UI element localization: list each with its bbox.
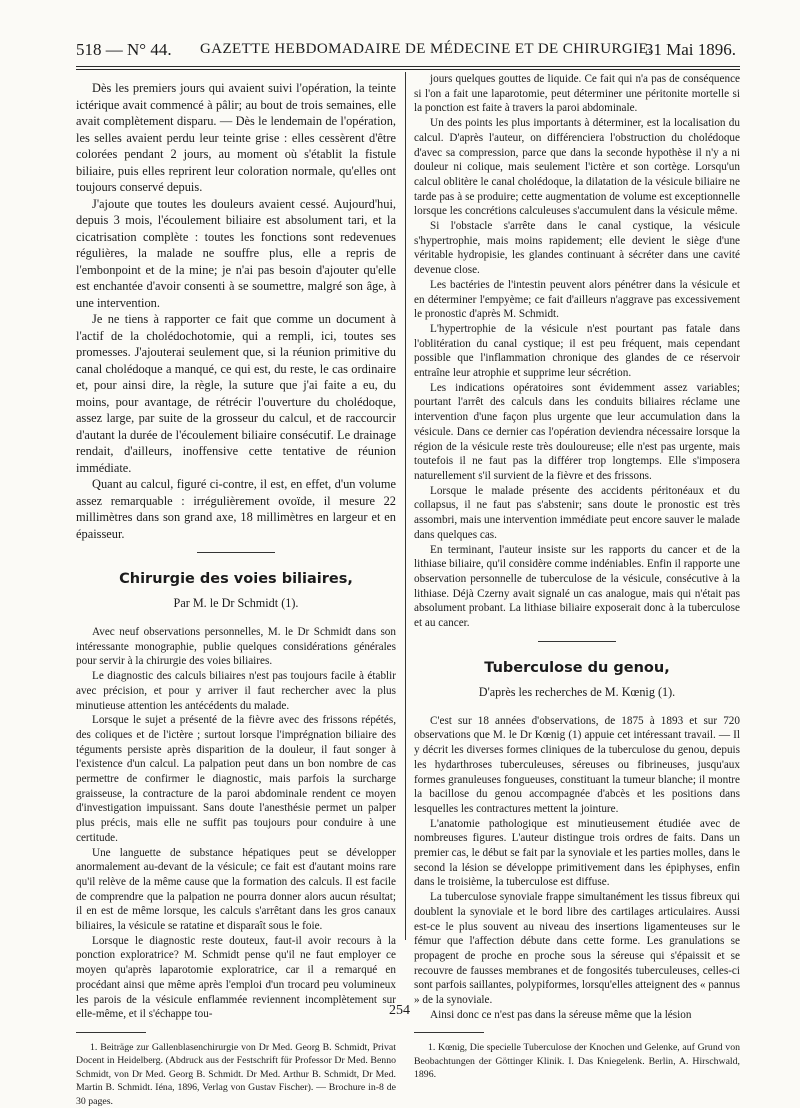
paragraph: Dès les premiers jours qui avaient suivi l'opération, la teinte ictérique avait commencé à pâlir; au bout de trois semaines, elle avait complètement disparu. — Dès le lendemain de l'opération, les selles avaient perdu leur teinte grise : elles cessèrent d'être colorées pendant 2 jours, au moment où s'établit la fistule biliaire, puis elles reprirent leur coloration normale, qu'elles ont toujours conservé depuis. <box>76 81 396 194</box>
column-divider <box>405 72 406 940</box>
paragraph: L'anatomie pathologique est minutieusement étudiée avec de nombreuses figures. L'auteur distingue trois ordres de faits. Dans un premier cas, le début se fait par la synoviale et les parties molles, dans le second la lésion se développe primitivement dans les épiphyses, enfin dans le troisième, la tuberculose est diffuse. <box>414 817 740 889</box>
paragraph: C'est sur 18 années d'observations, de 1875 à 1893 et sur 720 observations que M. le Dr Kœnig (1) appuie cet intéressant travail. — Il y décrit les diverses formes cliniques de la tuberculose du genou, depuis les hydarthroses tuberculeuses, séreuses ou fibrineuses, jusqu'aux formes granuleuses fongueuses, constituant la tumeur blanche; il montre la bacillose du genou accompagnée d'abcès et les positions dans lesquelles les contractures mettent la jointure. <box>414 714 740 815</box>
paragraph: La tuberculose synoviale frappe simultanément les tissus fibreux qui doublent la synoviale et le bord libre des cartilages articulaires. Aussi est-ce le plus souvent au niveau des insertions ligamenteuses sur le fémur que l'affection débute dans cette forme. Les granulations se propagent de proche en proche sous la séreuse qui s'épaissit et se recouvre de fausses membranes et de fongosités tuberculeuses, celles-ci sont parfois saillantes, polypiformes, lorsqu'elles atteignent des « pannus » de la synoviale. <box>414 891 740 1007</box>
paragraph: Quant au calcul, figuré ci-contre, il est, en effet, d'un volume assez remarquable : irrégulièrement ovoïde, il mesure 22 millimètres dans son grand axe, 18 millimètres en largeur et en épaisseur. <box>76 477 396 541</box>
paragraph: Je ne tiens à rapporter ce fait que comme un document à l'actif de la cholédochotomie, qui a rempli, ici, toutes ses promesses. J'ajouterai seulement que, si la réunion primitive du canal cholédoque a manqué, ce qui est, du reste, le cas ordinaire et, pour ainsi dire, la règle, la suture que j'ai faite a eu, du moins, pour avantage, de rétrécir l'ouverture du cholédoque, assez large, par suite de la grosseur du calcul, et de raccourcir d'autant la durée de l'écoulement biliaire consécutif. Le drainage rendait, d'ailleurs, inoffensive cette tentative de réunion immédiate. <box>76 312 396 475</box>
paragraph: Une languette de substance hépatiques peut se développer anormalement au-devant de la vésicule; ce fait est d'autant moins rare qu'il relève de la même cause que la formation des calculs. Il est facile de comprendre que la palpation ne pourra donner alors aucun résultat; il en est de même lorsque, les calculs s'arrêtant dans les gros canaux biliaires, la vésicule se ratatine et disparaît sous le foie. <box>76 846 396 933</box>
footnote: 1. Beiträge zur Gallenblasenchirurgie von Dr Med. Georg B. Schmidt, Privat Docent in Heidelberg. (Abdruck aus der Festschrift für Professor Dr Med. Benno Schmidt, von Dr Med. Georg B. Schmidt. Dr Med. Arthur B. Schmidt, Dr Med. Martin B. Schmidt. Iéna, 1896, Verlag von Gustav Fischer). — Brochure in-8 de 30 pages. <box>76 1041 396 1107</box>
paragraph: Lorsque le sujet a présenté de la fièvre avec des frissons répétés, des coliques et de l'ictère ; surtout lorsque l'imprégnation biliaire des téguments persiste après disparition de la douleur, il faut songer à l'existence d'un calcul. La palpation peut dans un bon nombre de cas permettre de confirmer le diagnostic, mais parfois la surcharge graisseuse, la contracture de la paroi abdominale rendent ce moyen d'investigation impuissant. Sans doute l'anesthésie permet un palper plus précis, mais elle ne suffit pas toujours pour conduire à une certitude. <box>76 714 396 844</box>
paragraph: jours quelques gouttes de liquide. Ce fait qui n'a pas de conséquence si l'on a fait une laparotomie, peut déterminer une péritonite mortelle si la ponction est faite à travers la paroi abdominale. <box>414 73 740 115</box>
page-number: 254 <box>389 1003 410 1018</box>
paragraph: L'hypertrophie de la vésicule n'est pourtant pas fatale dans l'oblitération du canal cystique; il est peu fréquent, mais cependant possible que l'inflammation chronique des glandes de ce réservoir entraîne leur atrophie et supprime leur sécrétion. <box>414 322 740 380</box>
paragraph: Un des points les plus importants à déterminer, est la localisation du calcul. D'après l'auteur, on différenciera l'obstruction du cholédoque d'avec sa compression, parce que dans la seconde hypothèse il n'y a ni douleur ni colique, mais seulement l'ictère et son cortège. Lorsqu'un calcul oblitère le canal cholédoque, la dilatation de la vésicule biliaire ne tarde pas à se produire; cette augmentation de volume est exceptionnelle lorsque les concrétions calculeuses s'accumulent dans la vésicule même. <box>414 117 740 218</box>
paragraph: Lorsque le diagnostic reste douteux, faut-il avoir recours à la ponction exploratrice? M. Schmidt pense qu'il ne faut employer ce moyen qu'après laparotomie exploratrice, car il a remarqué en procédant ainsi que même après l'emploi d'un trocard peu volumineux les parois de la vésicule enflammée reviennent incomplètement sur elle-même, et il s'échappe tou- <box>76 934 396 1021</box>
paragraph: Avec neuf observations personnelles, M. le Dr Schmidt dans son intéressante monographie, publie quelques considérations générales pour servir à la chirurgie des voies biliaires. <box>76 626 396 668</box>
issue-date: 31 Mai 1896. <box>644 40 736 59</box>
section-title: Chirurgie des voies biliaires, <box>119 571 353 587</box>
footnote-rule <box>414 1032 484 1033</box>
paragraph: Si l'obstacle s'arrête dans le canal cystique, la vésicule s'hypertrophie, mais moins rapidement; elle devient le siège d'une véritable hydropisie, les glandes continuant à sécréter dans une cavité devenue close. <box>414 220 740 277</box>
journal-title: GAZETTE HEBDOMADAIRE DE MÉDECINE ET DE CHIRURGIE. <box>200 41 653 57</box>
footnote: 1. Kœnig, Die specielle Tuberculose der Knochen und Gelenke, auf Grund von Beobachtungen der Göttinger Klinik. I. Das Kniegelenk. Berlin, A. Hirschwald, 1896. <box>414 1042 740 1081</box>
section-separator <box>197 552 275 553</box>
paragraph: En terminant, l'auteur insiste sur les rapports du cancer et de la lithiase biliaire, qu'il considère comme indéniables. Enfin il rapporte une observation personnelle de tuberculose de la vésicule, consécutive à la lithiase. Déjà Czerny avait signalé un cas analogue, mais qui n'était pas absolument probant. La lithiase biliaire exposerait donc à la tuberculose et au cancer. <box>414 543 740 630</box>
right-column <box>414 72 740 1082</box>
paragraph: J'ajoute que toutes les douleurs avaient cessé. Aujourd'hui, depuis 3 mois, l'écoulement biliaire est absolument tari, et la cicatrisation complète : toutes les fonctions sont redevenues régulières, la malade ne souffre plus, elle a repris de l'embonpoint et de la mine; je n'ai pas besoin d'ajouter qu'elle est enchantée d'avoir consenti à se soumettre, malgré son âge, à une intervention. <box>76 196 396 310</box>
section-title: Tuberculose du genou, <box>484 659 670 676</box>
header-rule <box>76 69 740 70</box>
section-byline: Par M. le Dr Schmidt (1). <box>173 596 299 610</box>
header-rule <box>76 66 740 67</box>
paragraph: Le diagnostic des calculs biliaires n'est pas toujours facile à établir avec précision, et pour y arriver il faut rechercher avec la plus minutieuse attention les antécédents du malade. <box>76 670 396 712</box>
paragraph: Les bactéries de l'intestin peuvent alors pénétrer dans la vésicule et en déterminer l'empyème; ce fait d'ailleurs n'aggrave pas excessivement le pronostic d'après M. Schmidt. <box>414 278 740 321</box>
paragraph: Lorsque le malade présente des accidents péritonéaux et du collapsus, il ne faut pas s'abstenir; sans doute le pronostic est très assombri, mais une intervention immédiate peut encore sauver le malade dans quelques cas. <box>414 484 740 541</box>
page-issue: 518 — N° 44. <box>76 40 172 59</box>
page-header <box>76 40 736 60</box>
paragraph: Les indications opératoires sont évidemment assez variables; pourtant l'arrêt des calculs dans les conduits biliaires réclame une intervention d'une façon plus urgente que leur accumulation dans la vésicule. Dans ce dernier cas l'opération deviendra nécessaire lorsque la région de la vésicule reste très douloureuse; elle n'est pas urgente, mais toutefois il ne faut pas la différer trop longtemps. Elle s'imposera naturellement s'il survient de la fièvre et des frissons. <box>414 381 740 482</box>
left-column <box>76 80 396 1108</box>
footnote-rule <box>76 1032 146 1033</box>
paragraph: Ainsi donc ce n'est pas dans la séreuse même que la lésion <box>430 1008 692 1021</box>
section-separator <box>538 641 616 642</box>
section-byline: D'après les recherches de M. Kœnig (1). <box>478 684 676 699</box>
